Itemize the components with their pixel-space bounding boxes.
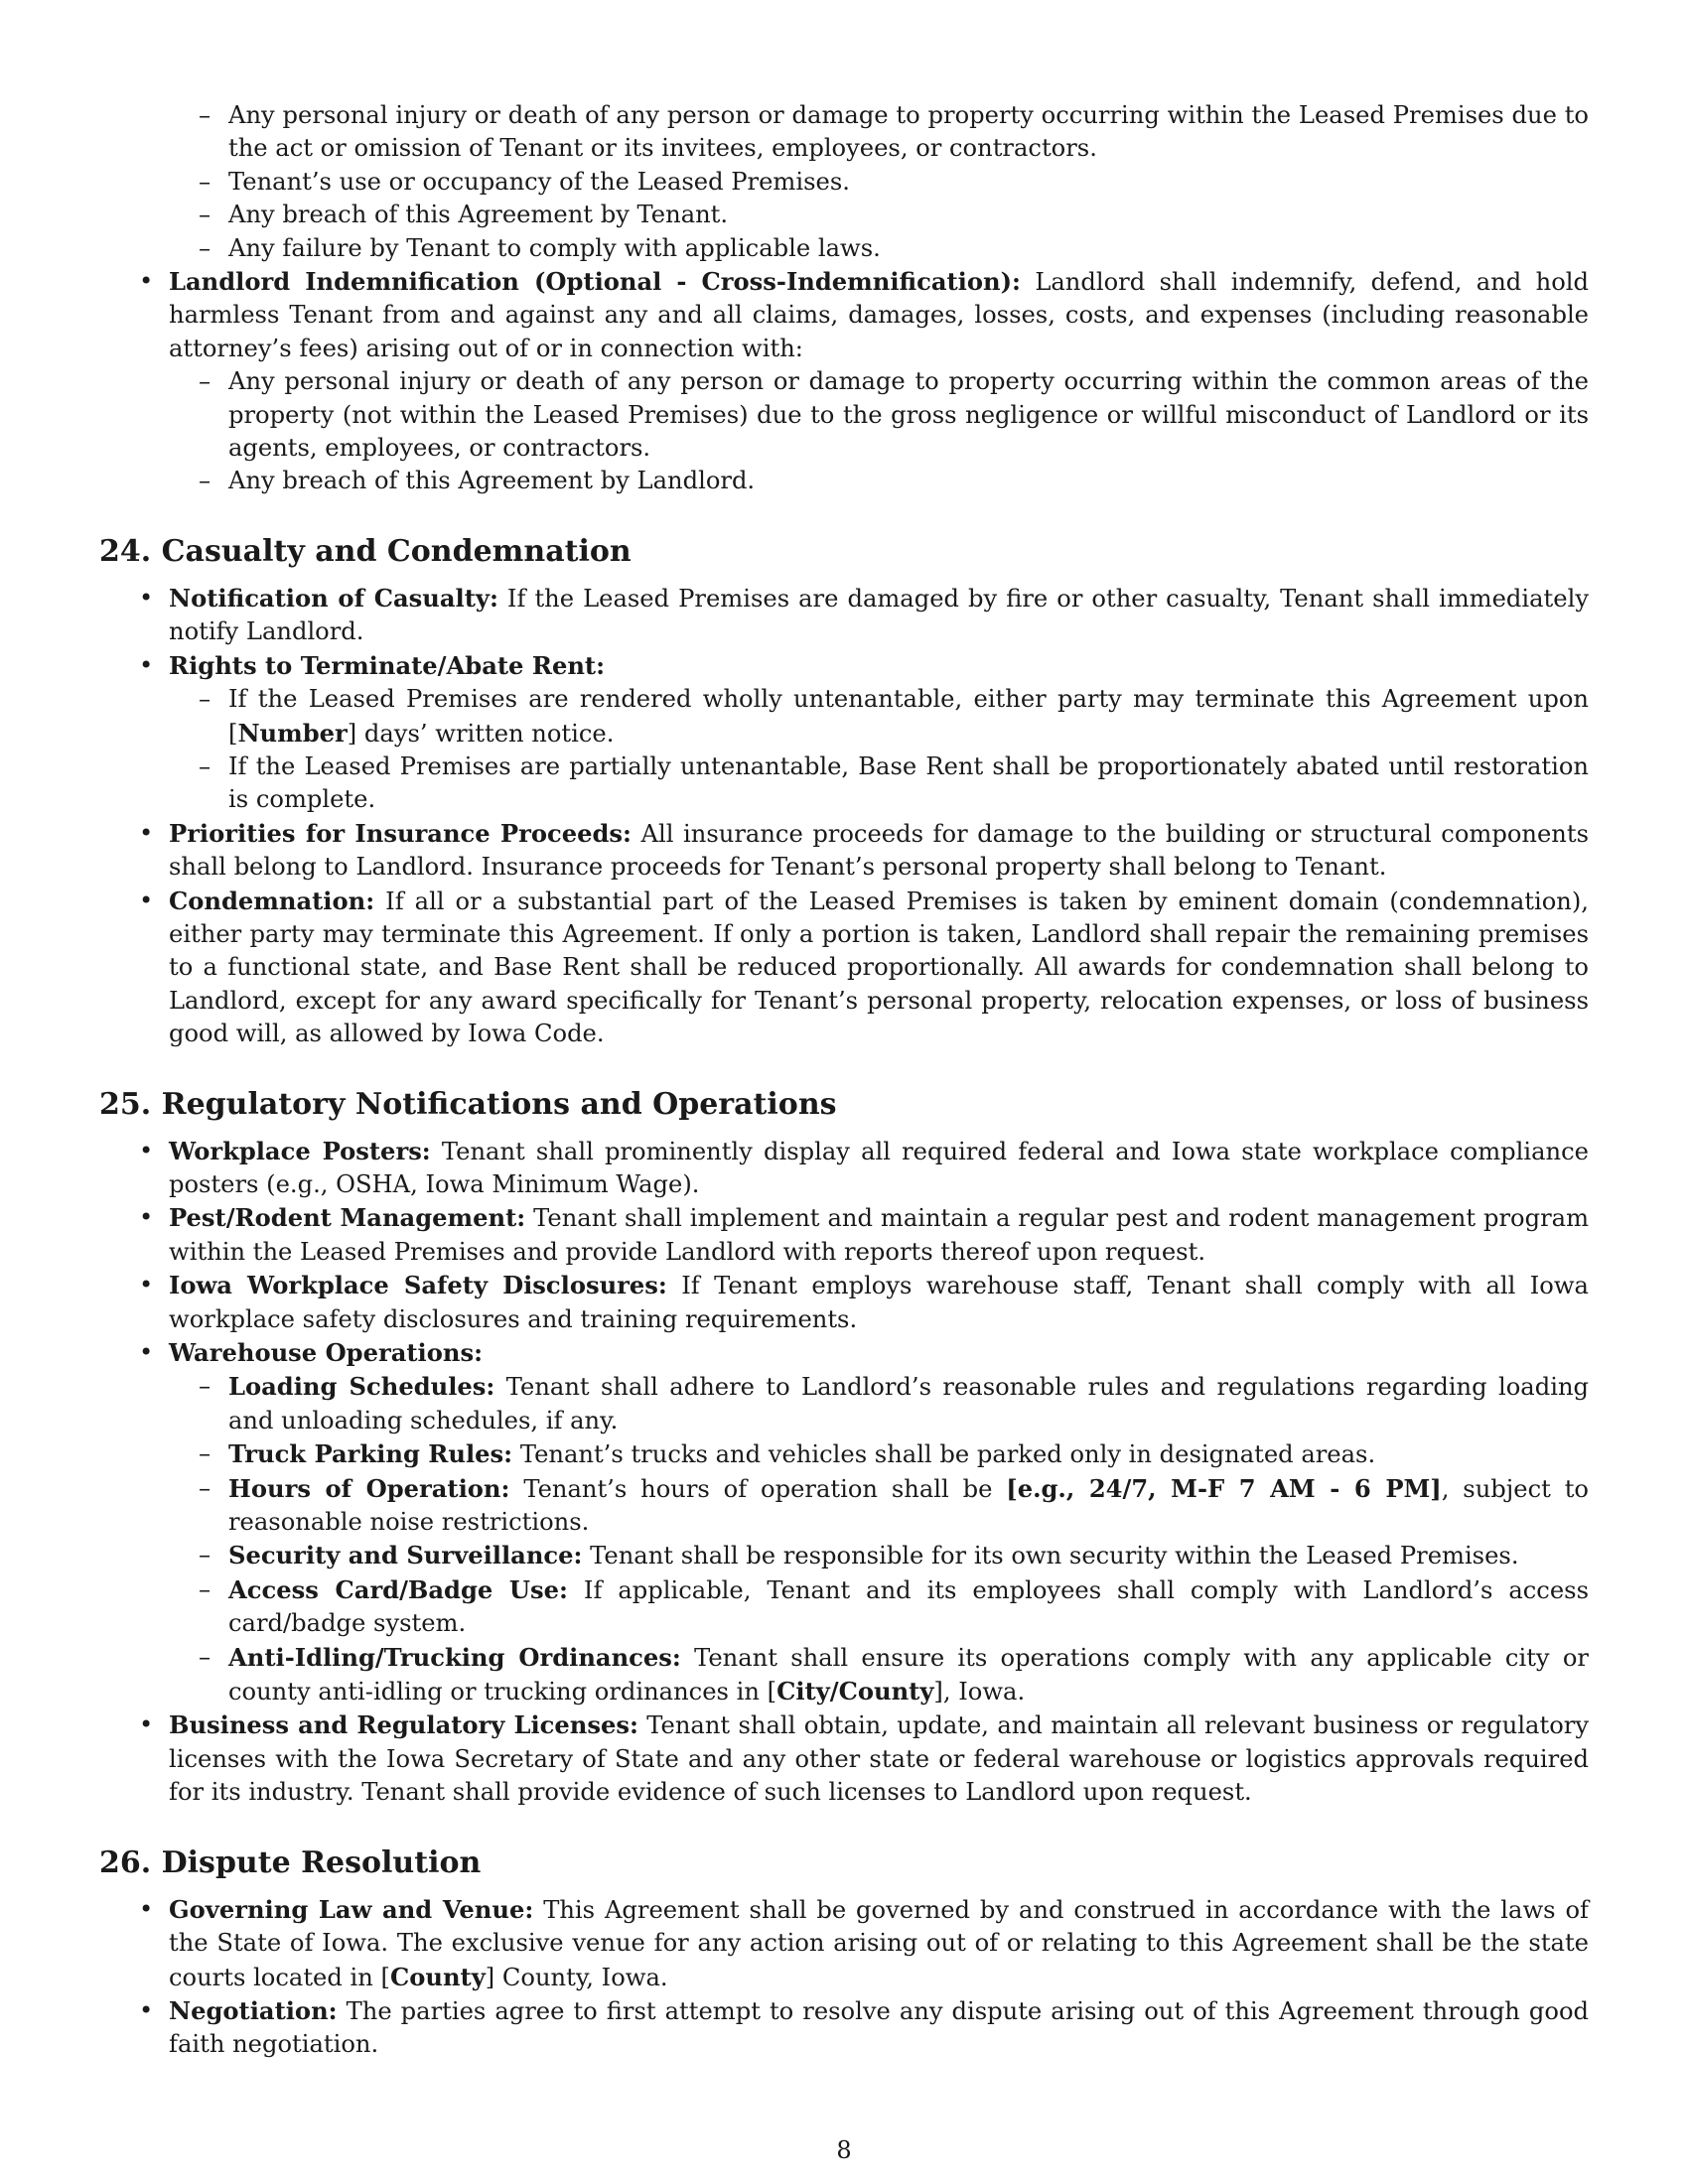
item-text: If the Leased Premises are rendered wholly untenantable, either party may terminate this Agreement upon [ [228, 685, 1589, 748]
section-list [99, 582, 1589, 1051]
item-text: All insurance proceeds for damage to the building or structural components shall belong to Landlord. Insurance proceeds for Tenant’s personal property shall belong to Tenant. [169, 819, 1589, 882]
list-item [99, 1135, 1589, 1202]
item-label: Access Card/Badge Use: [228, 1574, 568, 1604]
item-label: Business and Regulatory Licenses: [169, 1710, 638, 1740]
item-text: Tenant shall adhere to Landlord’s reasonable rules and regulations regarding loading and unloading schedules, if any. [228, 1373, 1590, 1434]
list-item [99, 1269, 1589, 1336]
placeholder-county: County [389, 1962, 486, 1991]
section-list [99, 1135, 1589, 1810]
item-text: ] days’ written notice. [347, 719, 615, 748]
item-text: Tenant’s use or occupancy of the Leased Premises. [228, 167, 850, 196]
item-text: Tenant shall implement and maintain a regular pest and rodent management program within the Leased Premises and provide Landlord with reports thereof upon request. [169, 1204, 1589, 1266]
list-item [99, 232, 1589, 265]
section-list [99, 1893, 1589, 2062]
item-text: The parties agree to first attempt to resolve any dispute arising out of this Agreement through good faith negotiation. [169, 1996, 1589, 2059]
sub-list-item [169, 1573, 1589, 1641]
section-heading: 24. Casualty and Condemnation [99, 533, 632, 569]
item-text: Tenant’s trucks and vehicles shall be parked only in designated areas. [519, 1440, 1376, 1469]
sub-list-item [169, 1641, 1589, 1709]
item-label: Workplace Posters: [169, 1136, 431, 1165]
placeholder-hours: [e.g., 24/7, M-F 7 AM - 6 PM] [1006, 1473, 1442, 1503]
item-text: Any personal injury or death of any person or damage to property occurring within the Leased Premises due to the act or omission of Tenant or its invitees, employees, or contractors. [228, 101, 1589, 163]
sub-list-item [169, 1539, 1589, 1572]
section-25 [99, 1085, 1589, 1810]
section-26 [99, 1843, 1589, 2062]
sub-list-item [169, 1370, 1589, 1437]
item-text: If the Leased Premises are partially untenantable, Base Rent shall be proportionately abated until restoration is complete. [228, 751, 1589, 814]
item-label: Anti-Idling/Trucking Ordinances: [228, 1642, 681, 1672]
list-item [99, 817, 1589, 885]
list-item [99, 649, 1589, 817]
item-label: Warehouse Operations: [169, 1338, 484, 1367]
sub-list [169, 365, 1589, 498]
list-item [99, 265, 1589, 498]
item-text: If Tenant employs warehouse staff, Tenant shall comply with all Iowa workplace safety disclosures and training requirements. [169, 1272, 1589, 1333]
item-text: ] County, Iowa. [485, 1963, 668, 1991]
list-item [99, 885, 1589, 1051]
item-label: Loading Schedules: [228, 1372, 495, 1402]
section-heading: 26. Dispute Resolution [99, 1844, 482, 1880]
item-label: Rights to Terminate/Abate Rent: [169, 650, 606, 680]
landlord-indemnification-list [99, 265, 1589, 498]
sub-list-item [169, 1472, 1589, 1540]
item-label: Governing Law and Venue: [169, 1894, 534, 1924]
list-item [99, 1994, 1589, 2062]
list-item [99, 1201, 1589, 1269]
item-text: Any personal injury or death of any person or damage to property occurring within the common areas of the property (not within the Leased Premises) due to the gross negligence or willful misconduct of Landlord or its agents, employees, or contractors. [228, 367, 1589, 463]
section-24 [99, 532, 1589, 1051]
sub-list-item [169, 1437, 1589, 1471]
sub-list-item [169, 465, 1589, 497]
page-content [99, 99, 1589, 2062]
sub-list [169, 683, 1589, 817]
tenant-indemnification-subitems [99, 99, 1589, 265]
item-text: Any breach of this Agreement by Tenant. [228, 201, 729, 229]
item-text: Tenant’s hours of operation shall be [523, 1474, 993, 1503]
item-label: Priorities for Insurance Proceeds: [169, 818, 632, 848]
sub-list-item [169, 365, 1589, 465]
item-label: Landlord Indemnification (Optional - Cross-Indemnification): [169, 267, 1021, 297]
list-item [99, 1893, 1589, 1994]
list-item [99, 1336, 1589, 1708]
page-number: 8 [836, 2136, 852, 2164]
item-label: Hours of Operation: [228, 1473, 510, 1503]
item-label: Security and Surveillance: [228, 1541, 583, 1570]
item-text: Any breach of this Agreement by Landlord. [228, 467, 756, 495]
item-label: Pest/Rodent Management: [169, 1203, 526, 1233]
item-label: Negotiation: [169, 1995, 338, 2025]
placeholder-number: Number [237, 718, 348, 748]
list-item [99, 99, 1589, 166]
item-text: If all or a substantial part of the Leased Premises is taken by eminent domain (condemnation), either party may terminate this Agreement. If only a portion is taken, Landlord shall repair the remaining premises to a functional state, and Base Rent shall be reduced proportionally. All awards for condemnation shall belong to Landlord, except for any award specifically for Tenant’s personal property, relocation expenses, or loss of business good will, as allowed by Iowa Code. [169, 887, 1589, 1048]
item-text: If applicable, Tenant and its employees shall comply with Landlord’s access card/badge system. [228, 1575, 1589, 1638]
item-text: Any failure by Tenant to comply with applicable laws. [228, 233, 881, 262]
sub-list [169, 1370, 1589, 1708]
item-text: , subject to reasonable noise restrictions. [228, 1474, 1589, 1537]
list-item [99, 582, 1589, 649]
item-text: Tenant shall be responsible for its own security within the Leased Premises. [590, 1542, 1519, 1570]
item-label: Condemnation: [169, 886, 375, 915]
sub-list-item [169, 683, 1589, 751]
item-text: Tenant shall obtain, update, and maintain all relevant business or regulatory licenses with the Iowa Secretary of State and any other state or federal warehouse or logistics approvals required for its industry. Tenant shall provide evidence of such licenses to Landlord upon request. [169, 1711, 1589, 1807]
item-label: Notification of Casualty: [169, 583, 498, 613]
section-heading: 25. Regulatory Notifications and Operations [99, 1086, 837, 1122]
placeholder-city-county: City/County [776, 1677, 934, 1706]
list-item [99, 166, 1589, 199]
list-item [99, 199, 1589, 231]
item-text: Tenant shall ensure its operations comply with any applicable city or county anti-idling or trucking ordinances in [ [228, 1643, 1589, 1706]
item-label: Iowa Workplace Safety Disclosures: [169, 1271, 667, 1300]
item-text: Landlord shall indemnify, defend, and hold harmless Tenant from and against any and all claims, damages, losses, costs, and expenses (including reasonable attorney’s fees) arising out of or in connection with: [169, 268, 1589, 362]
item-text: This Agreement shall be governed by and construed in accordance with the laws of the State of Iowa. The exclusive venue for any action arising out of or relating to this Agreement shall be the state courts located in [ [169, 1895, 1589, 1991]
item-label: Truck Parking Rules: [228, 1439, 513, 1469]
item-text: Tenant shall prominently display all required federal and Iowa state workplace compliance posters (e.g., OSHA, Iowa Minimum Wage). [169, 1137, 1589, 1198]
item-text: If the Leased Premises are damaged by fire or other casualty, Tenant shall immediately notify Landlord. [169, 584, 1589, 646]
sub-list-item [169, 751, 1589, 817]
item-text: ], Iowa. [933, 1678, 1026, 1706]
list-item [99, 1708, 1589, 1809]
